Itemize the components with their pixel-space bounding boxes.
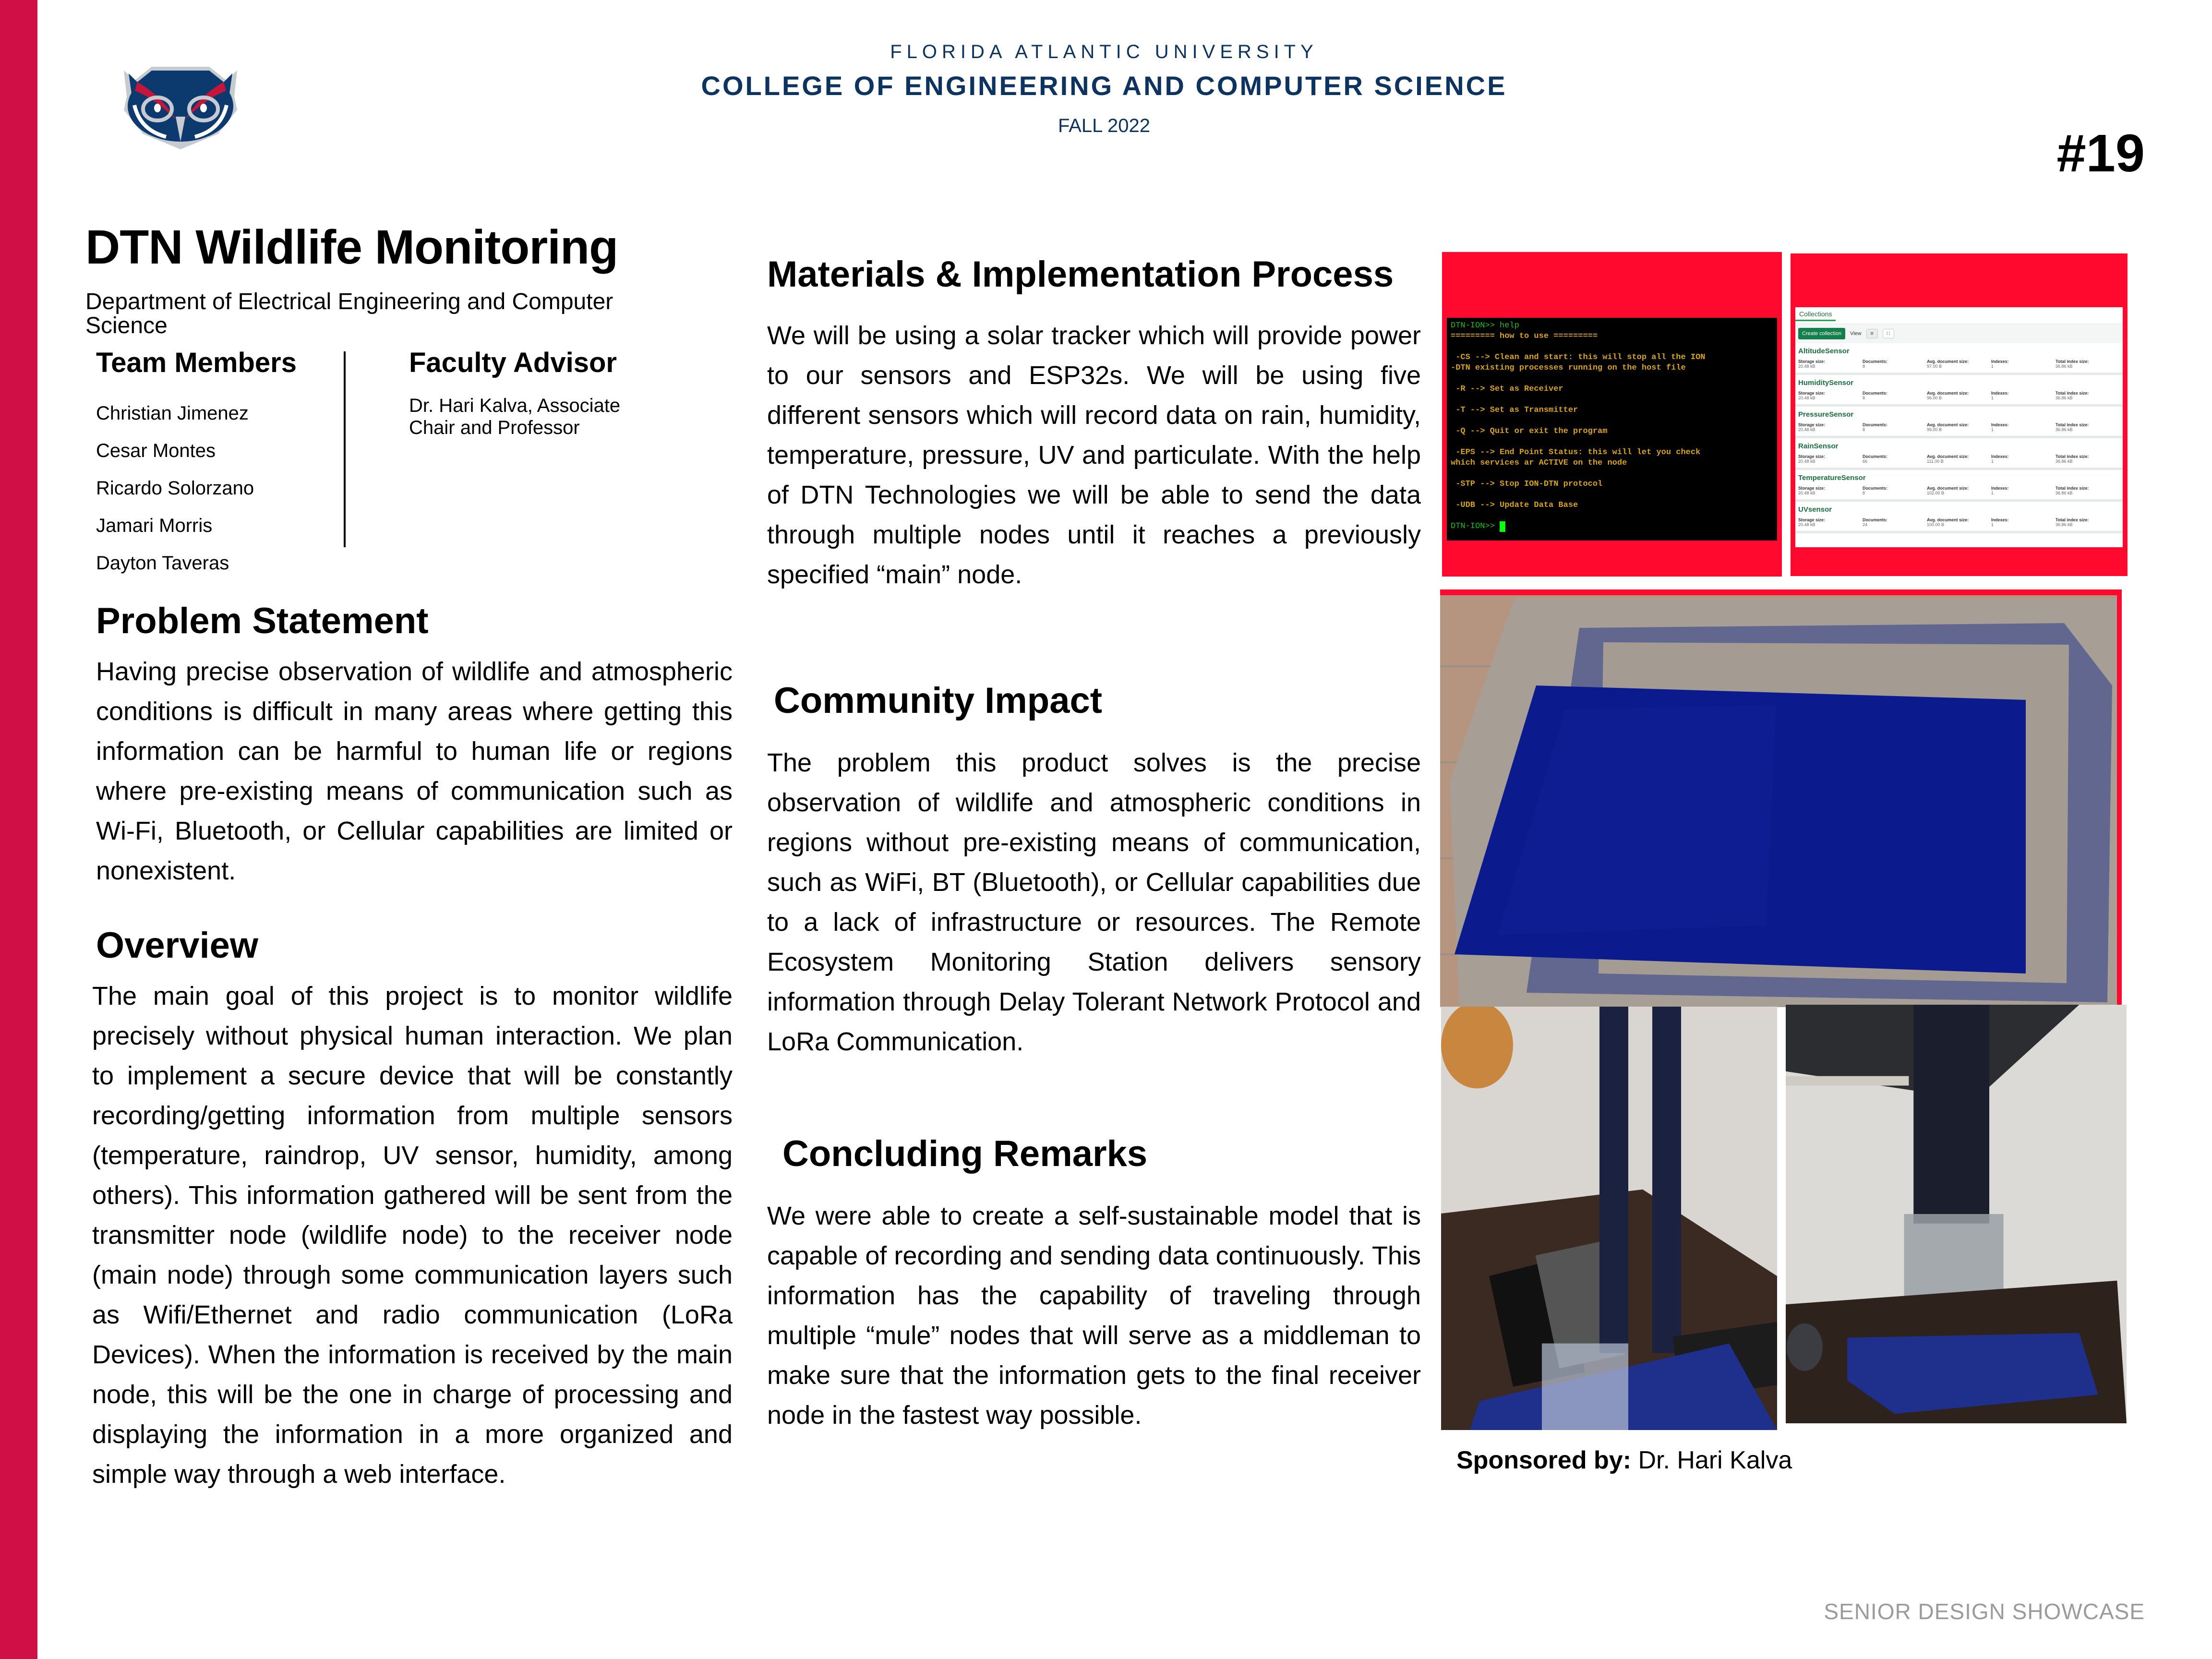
collection-row[interactable]: [1795, 343, 2123, 375]
stat-label: Total index size:: [2056, 359, 2089, 364]
stat-value: 24: [1863, 522, 1868, 527]
stat-value: 36.86 kB: [2056, 396, 2073, 400]
team-member: Ricardo Solorzano: [96, 478, 254, 499]
terminal-line: -EPS --> End Point Status: this will let you check: [1451, 448, 1701, 457]
collections-list: [1795, 343, 2123, 533]
faculty-advisor-name: Dr. Hari Kalva, Associate Chair and Professor: [409, 395, 621, 438]
stat-value: 20.48 kB: [1798, 427, 1815, 432]
terminal-line: -UDB --> Update Data Base: [1451, 501, 1578, 510]
painted-solar-panel-photo: [1440, 589, 2122, 1007]
stat-label: Storage size:: [1798, 391, 1826, 396]
terminal-line: -STP --> Stop ION-DTN protocol: [1451, 480, 1603, 489]
collection-stat: [2056, 422, 2120, 432]
concluding-remarks-heading: Concluding Remarks: [782, 1133, 1148, 1174]
collection-stat: [1798, 486, 1863, 495]
stat-label: Total index size:: [2056, 454, 2089, 459]
stat-value: 66: [1863, 459, 1868, 464]
stat-value: 1: [1991, 364, 1994, 369]
list-view-icon[interactable]: ≡: [1866, 329, 1878, 338]
collection-stat: [1927, 359, 1991, 369]
stat-label: Indexes:: [1991, 391, 2009, 396]
university-name: FLORIDA ATLANTIC UNIVERSITY: [890, 41, 1318, 62]
collection-stat: [1863, 454, 1927, 464]
stat-label: Documents:: [1863, 486, 1888, 491]
stat-value: 20.48 kB: [1798, 396, 1815, 400]
community-impact-text: The problem this product solves is the precise observation of wildlife and atmospheric conditions in regions without pre-existing means of communication, such as WiFi, BT (Bluetooth), or Cellular capabilities due to a lack of infrastructure or resources. The Remote Ecosystem Monitoring Station delivers sensory information through Delay Tolerant Network Protocol and LoRa Communication.: [767, 748, 1421, 1056]
stat-value: 102.00 B: [1927, 491, 1945, 495]
stat-label: Indexes:: [1991, 517, 2009, 522]
accent-side-bar: [0, 0, 37, 1659]
terminal-prompt: DTN-ION>> help: [1451, 321, 1519, 330]
stat-label: Documents:: [1863, 422, 1888, 427]
collection-stat: [2056, 359, 2120, 369]
overview-text: The main goal of this project is to monitor wildlife precisely without physical human interaction. We plan to implement a secure device that will be constantly recording/getting information from multiple sensors (temperature, raindrop, UV sensor, humidity, among others). This information gathered will be sent from the transmitter node (wildlife node) to the receiver node (main node) through some communication layers such as Wifi/Ethernet and radio communication (LoRa Devices). When the information is received by the main node, this will be the one in charge of processing and displaying the information in a more organized and simple way through a web interface.: [92, 982, 733, 1489]
collection-stat: [1991, 422, 2056, 432]
solar-tracker-enclosure-photo: [1786, 1005, 2127, 1423]
database-panel: [1795, 307, 2123, 547]
collection-stat: [1863, 422, 1927, 432]
collection-stat: [1863, 391, 1927, 400]
stat-label: Avg. document size:: [1927, 454, 1969, 459]
stat-label: Total index size:: [2056, 391, 2089, 396]
team-member: Dayton Taveras: [96, 553, 229, 574]
collection-name[interactable]: HumiditySensor: [1798, 379, 1854, 387]
stat-label: Indexes:: [1991, 454, 2009, 459]
stat-value: 8: [1863, 427, 1865, 432]
materials-heading: Materials & Implementation Process: [767, 254, 1394, 295]
collection-name[interactable]: UVsensor: [1798, 505, 1832, 514]
stat-value: 99.00 B: [1927, 427, 1942, 432]
column-divider: [344, 351, 346, 547]
collection-stat: [1927, 422, 1991, 432]
stat-label: Total index size:: [2056, 486, 2089, 491]
stat-label: Storage size:: [1798, 486, 1826, 491]
collection-name[interactable]: TemperatureSensor: [1798, 474, 1866, 482]
sponsor-label: Sponsored by:: [1456, 1446, 1632, 1474]
stat-value: 100.00 B: [1927, 522, 1945, 527]
collection-stat: [1798, 422, 1863, 432]
problem-statement-heading: Problem Statement: [96, 601, 429, 641]
stat-label: Total index size:: [2056, 422, 2089, 427]
collection-stat: [1798, 391, 1863, 400]
team-members-heading: Team Members: [96, 347, 297, 378]
terminal-banner: ========= how to use =========: [1451, 332, 1598, 341]
stat-value: 20.48 kB: [1798, 522, 1815, 527]
team-members-list: [96, 395, 254, 582]
stat-label: Avg. document size:: [1927, 359, 1969, 364]
collection-stat: [1991, 391, 2056, 400]
terminal-line: -Q --> Quit or exit the program: [1451, 427, 1608, 436]
project-title: DTN Wildlife Monitoring: [85, 220, 618, 274]
collection-stat: [1991, 486, 2056, 495]
collection-stat: [2056, 454, 2120, 464]
sponsor-name: Dr. Hari Kalva: [1631, 1446, 1792, 1474]
stat-value: 20.48 kB: [1798, 364, 1815, 369]
stat-value: 36.86 kB: [2056, 459, 2073, 464]
collection-name[interactable]: PressureSensor: [1798, 410, 1854, 419]
collection-stat: [1863, 359, 1927, 369]
grid-view-icon[interactable]: ∷: [1883, 329, 1894, 338]
stat-value: 1: [1991, 459, 1994, 464]
stat-label: Avg. document size:: [1927, 391, 1969, 396]
stat-value: 8: [1863, 396, 1865, 400]
stat-value: 36.86 kB: [2056, 491, 2073, 495]
stat-label: Storage size:: [1798, 422, 1826, 427]
stat-label: Indexes:: [1991, 486, 2009, 491]
terminal-screenshot-figure: [1442, 252, 1782, 577]
collection-stat: [1927, 454, 1991, 464]
fau-owl-logo: [89, 50, 272, 151]
stat-value: 36.86 kB: [2056, 364, 2073, 369]
stat-value: 36.86 kB: [2056, 522, 2073, 527]
terminal-line: -CS --> Clean and start: this will stop all the ION: [1451, 353, 1706, 362]
terminal-window: [1447, 318, 1777, 541]
terminal-line: -T --> Set as Transmitter: [1451, 406, 1578, 415]
collection-name[interactable]: AltitudeSensor: [1798, 347, 1850, 355]
stat-label: Storage size:: [1798, 517, 1826, 522]
collection-stat: [1798, 517, 1863, 527]
materials-text: We will be using a solar tracker which will provide power to our sensors and ESP32s. We will be using five different sensors which will record data on rain, humidity, temperature, pressure, UV and particulate. With the help of DTN Technologies we will be able to send the data through multiple nodes until it reaches a previously specified “main” node.: [767, 321, 1421, 589]
stat-label: Storage size:: [1798, 359, 1826, 364]
overview-heading: Overview: [96, 925, 258, 966]
team-member: Christian Jimenez: [96, 403, 249, 424]
collection-stat: [1991, 359, 2056, 369]
collection-stat: [1863, 517, 1927, 527]
terminal-cursor: [1500, 521, 1505, 532]
department-name: Department of Electrical Engineering and Computer Science: [85, 289, 613, 338]
stat-label: Documents:: [1863, 517, 1888, 522]
collection-row[interactable]: [1795, 438, 2123, 470]
collection-stat: [2056, 517, 2120, 527]
concluding-remarks-text: We were able to create a self-sustainable model that is capable of recording and sending data continuously. This information has the capability of traveling through multiple “mule” nodes that will serve as a middleman to make sure that the information gets to the final receiver node in the fastest way possible.: [767, 1202, 1421, 1430]
stat-value: 1: [1991, 427, 1994, 432]
tab-collections[interactable]: Collections: [1795, 307, 1836, 321]
collection-stat: [1927, 391, 1991, 400]
sponsor-line: [1456, 1446, 1792, 1475]
college-name: COLLEGE OF ENGINEERING AND COMPUTER SCIENCE: [701, 71, 1507, 101]
collection-stat: [2056, 486, 2120, 495]
collection-stat: [2056, 391, 2120, 400]
stat-value: 20.48 kB: [1798, 459, 1815, 464]
view-label: View: [1850, 331, 1862, 337]
stat-label: Documents:: [1863, 359, 1888, 364]
stat-label: Avg. document size:: [1927, 517, 1969, 522]
collection-stat: [1991, 517, 2056, 527]
term-label: FALL 2022: [1058, 115, 1150, 136]
stat-value: 36.86 kB: [2056, 427, 2073, 432]
stat-value: 1: [1991, 396, 1994, 400]
team-member: Cesar Montes: [96, 440, 216, 461]
terminal-line: which services ar ACTIVE on the node: [1451, 458, 1627, 468]
collection-stat: [1927, 486, 1991, 495]
stat-label: Documents:: [1863, 454, 1888, 459]
terminal-prompt: DTN-ION>>: [1451, 522, 1500, 531]
solar-tracker-prototype-photo: [1441, 1007, 1777, 1430]
stat-value: 97.00 B: [1927, 364, 1942, 369]
stat-value: 1: [1991, 522, 1994, 527]
stat-value: 8: [1863, 364, 1865, 369]
stat-label: Avg. document size:: [1927, 486, 1969, 491]
showcase-footer: SENIOR DESIGN SHOWCASE: [1824, 1599, 2145, 1624]
stat-label: Indexes:: [1991, 359, 2009, 364]
stat-value: 1: [1991, 491, 1994, 495]
database-collections-figure: [1791, 253, 2128, 576]
collection-row[interactable]: [1795, 502, 2123, 533]
terminal-line: -DTN existing processes running on the host file: [1451, 363, 1686, 373]
stat-label: Avg. document size:: [1927, 422, 1969, 427]
create-collection-button[interactable]: Create collection: [1798, 328, 1845, 339]
stat-value: 20.48 kB: [1798, 491, 1815, 495]
problem-statement-text: Having precise observation of wildlife and atmospheric conditions is difficult in many areas where getting this information can be harmful to human life or regions where pre-existing means of communication such as Wi-Fi, Bluetooth, or Cellular capabilities are limited or nonexistent.: [96, 657, 733, 885]
collection-stat: [1991, 454, 2056, 464]
collection-name[interactable]: RainSensor: [1798, 442, 1839, 450]
faculty-advisor-heading: Faculty Advisor: [409, 347, 617, 378]
team-member: Jamari Morris: [96, 515, 213, 536]
stat-label: Documents:: [1863, 391, 1888, 396]
community-impact-heading: Community Impact: [774, 680, 1103, 721]
stat-label: Total index size:: [2056, 517, 2089, 522]
stat-value: 8: [1863, 491, 1865, 495]
collection-stat: [1798, 454, 1863, 464]
collection-row[interactable]: [1795, 375, 2123, 407]
stat-label: Storage size:: [1798, 454, 1826, 459]
collection-row[interactable]: [1795, 470, 2123, 502]
collection-stat: [1798, 359, 1863, 369]
stat-label: Indexes:: [1991, 422, 2009, 427]
stat-value: 111.00 B: [1927, 459, 1944, 464]
collection-row[interactable]: [1795, 407, 2123, 438]
stat-value: 96.00 B: [1927, 396, 1942, 400]
project-number: #19: [2056, 124, 2145, 183]
terminal-line: -R --> Set as Receiver: [1451, 385, 1563, 394]
collection-stat: [1863, 486, 1927, 495]
collection-stat: [1927, 517, 1991, 527]
